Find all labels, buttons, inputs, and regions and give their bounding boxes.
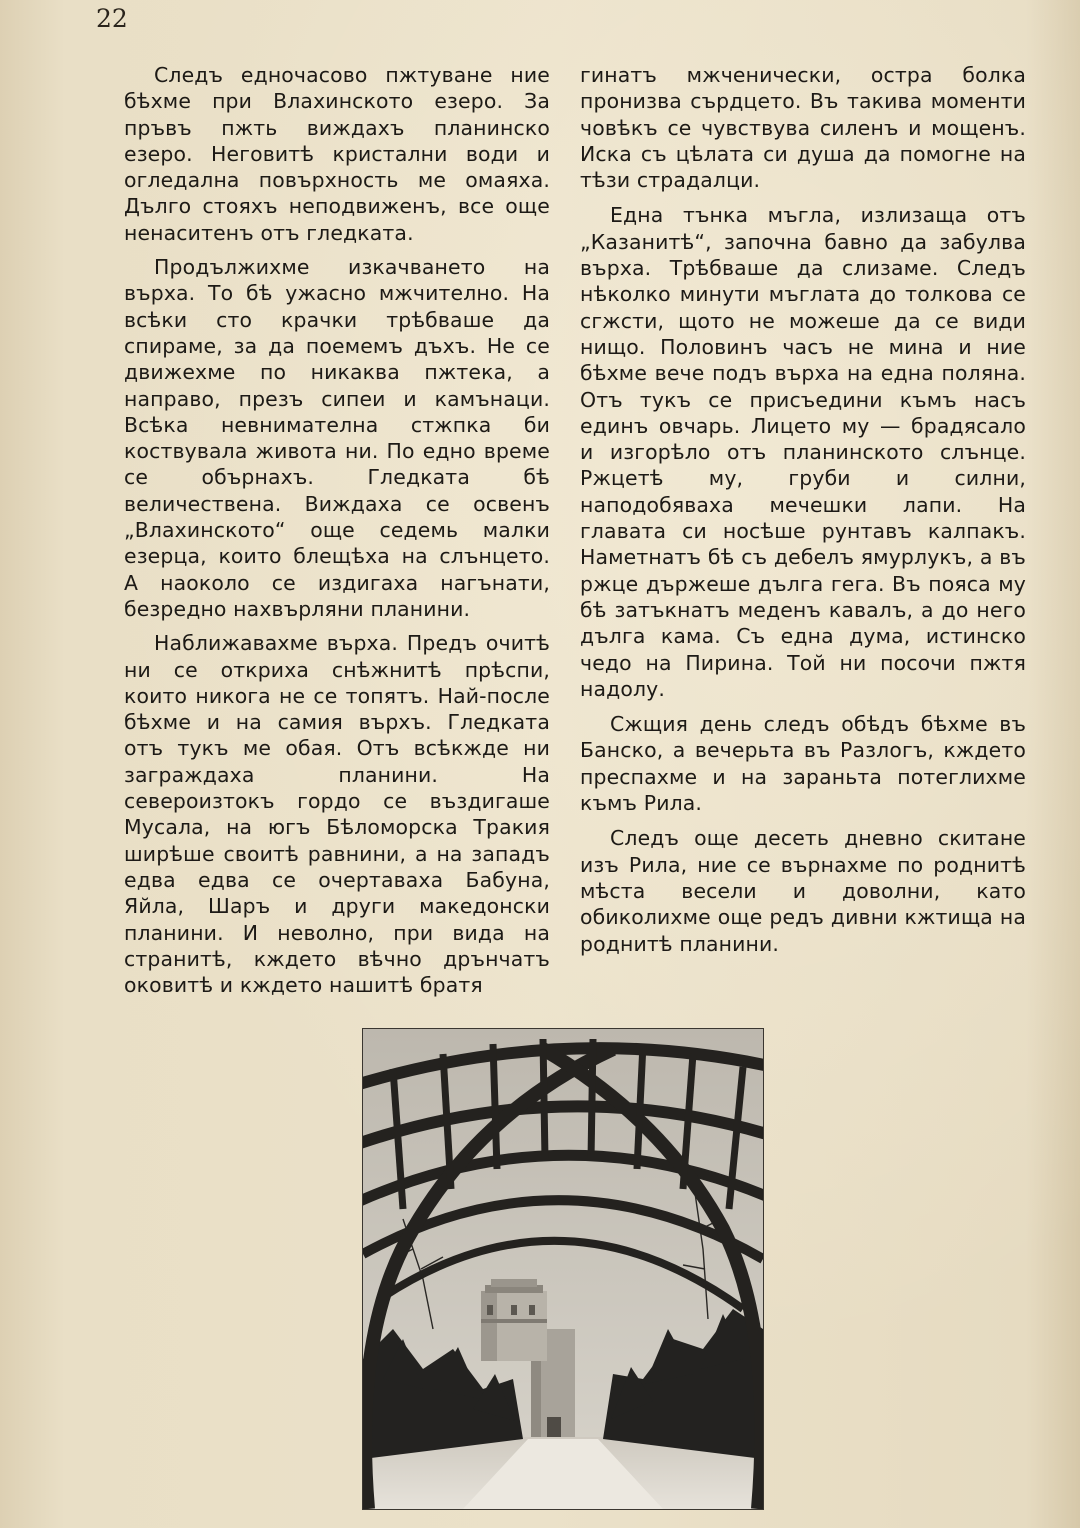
right-column <box>580 62 1026 966</box>
left-paragraph-2: Продължихме изкачването на върха. То бѣ ужасно мжчително. На всѣки сто крачки трѣбваше да спираме, за да поемемъ дъхъ. Не се движехме по никаква пжтека, а направо, презъ сипеи и камънаци. Всѣка невнимателна стжпка би коствувала живота ни. По едно време се обърнахъ. Гледката бѣ величествена. Виждаха се освенъ „Влахинското“ още седемь малки езерца, които блещѣха на слънцето. А наоколо се издигаха нагънати, безредно нахвърляни планини. <box>124 255 550 621</box>
right-paragraph-3: Сжщия день следъ обѣдъ бѣхме въ Банско, а вечерьта въ Разлогъ, кждето преспахме и на зараньта потеглихме къмъ Рила. <box>580 712 1026 816</box>
right-paragraph-2: Една тънка мъгла, излизаща отъ „Казанитѣ“, започна бавно да забулва върха. Трѣбваше да слизаме. Следъ нѣколко минути мъглата до толкова се сгжсти, щото не можеше да се види нищо. Половинъ часъ не мина и ние бѣхме вече подъ върха на една поляна. Отъ тукъ се присъедини къмъ насъ единъ овчарь. Лицето му — брадясало и изгорѣло отъ планинското слънце. Ржцетѣ му, груби и силни, наподобяваха мечешки лапи. На главата си носѣше рунтавъ калпакъ. Наметнатъ бѣ съ дебелъ ямурлукъ, а въ ржце държеше дълга гега. Въ пояса му бѣ затъкнатъ меденъ кавалъ, а до него дълга кама. Съ една дума, истинско чедо на Пирина. Той ни посочи пжтя надолу. <box>580 203 1026 701</box>
left-paragraph-1: Следъ едночасово пжтуване ние бѣхме при Влахинското езеро. За пръвъ пжть виждахъ планинско езеро. Неговитѣ кристални води и огледална повърхность ме омаяха. Дълго стояхъ неподвиженъ, все още ненаситенъ отъ гледката. <box>124 63 550 245</box>
page-number: 22 <box>96 4 128 33</box>
left-paragraph-3: Наближавахме върха. Предъ очитѣ ни се откриха снѣжнитѣ прѣспи, които никога не се топятъ. Най-после бѣхме и на самия върхъ. Гледката отъ тукъ ме обая. Отъ всѣкжде ни заграждаха планини. На североизтокъ гордо се въздигаше Мусала, на югъ Бѣломорска Тракия ширѣше своитѣ равнини, а на западъ едва едва се очертаваха Бабуна, Яйла, Шаръ и други македонски планини. И неволно, при вида на странитѣ, кждето вѣчно дрънчатъ оковитѣ и кждето нашитѣ братя <box>124 631 550 998</box>
photograph-illustration <box>363 1029 763 1509</box>
photograph-pergola-tower <box>362 1028 764 1510</box>
right-paragraph-1: гинатъ мжченически, остра болка пронизва сърдцето. Въ такива моменти човѣкъ се чувствува силенъ и мощенъ. Иска съ цѣлата си душа да помогне на тѣзи страдалци. <box>580 63 1026 193</box>
right-paragraph-4: Следъ още десеть дневно скитане изъ Рила, ние се върнахме по роднитѣ мѣста весели и доволни, като обиколихме още редъ дивни кжтища на роднитѣ планини. <box>580 826 1026 956</box>
left-column <box>124 62 550 1006</box>
